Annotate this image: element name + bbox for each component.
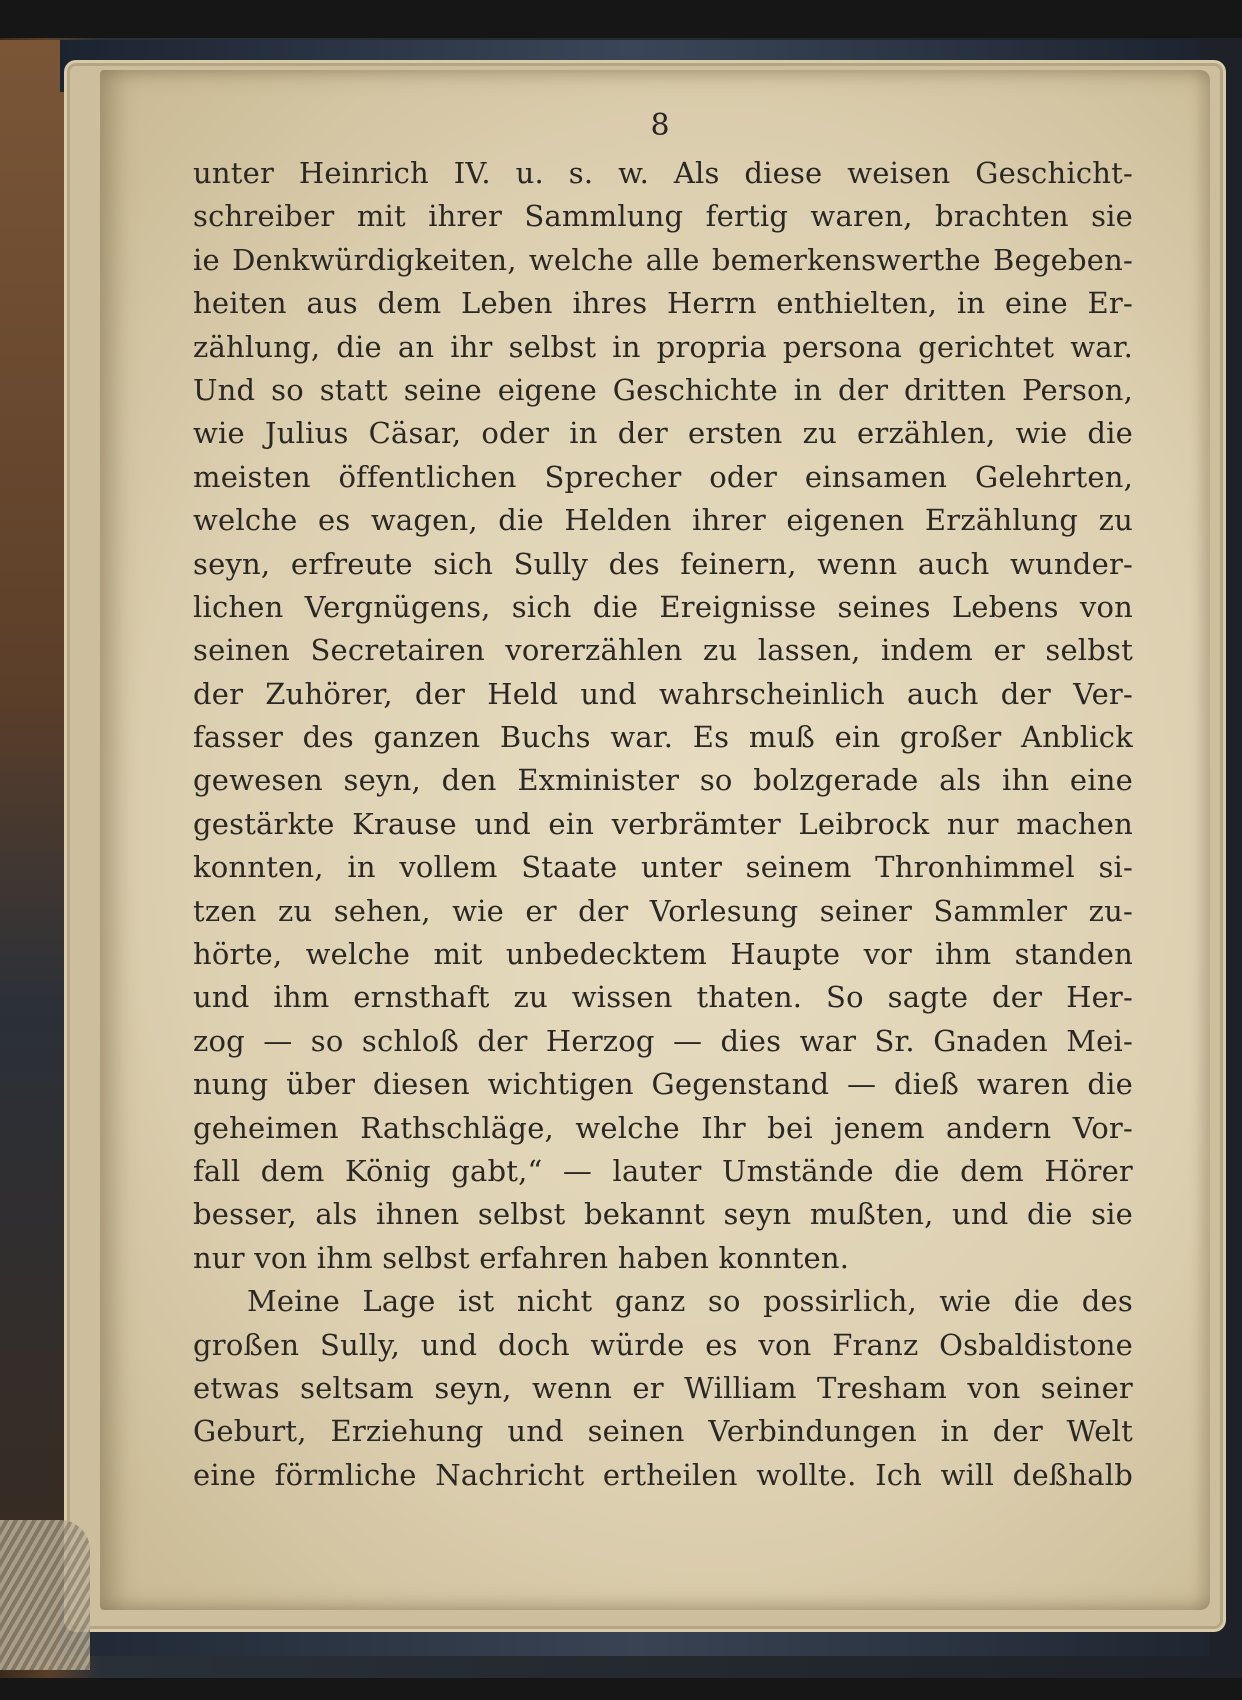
text-line: gewesen seyn, den Exminister so bolzgerade als ihn eine xyxy=(193,763,1133,798)
text-line: konnten, in vollem Staate unter seinem Thronhimmel si- xyxy=(193,850,1133,885)
text-line: wie Julius Cäsar, oder in der ersten zu erzählen, wie die xyxy=(193,416,1133,451)
text-line: gestärkte Krause und ein verbrämter Leibrock nur machen xyxy=(193,806,1133,841)
text-line: welche es wagen, die Helden ihrer eigenen Erzählung zu xyxy=(193,503,1133,538)
text-line: schreiber mit ihrer Sammlung fertig waren, brachten sie xyxy=(193,199,1133,234)
leather-spine xyxy=(0,40,70,1660)
text-line: Meine Lage ist nicht ganz so possirlich, wie die des xyxy=(247,1284,1133,1319)
text-line: fall dem König gabt,“ — lauter Umstände die dem Hörer xyxy=(193,1153,1133,1188)
text-line: heiten aus dem Leben ihres Herrn enthielten, in eine Er- xyxy=(193,286,1133,321)
text-line: seyn, erfreute sich Sully des feinern, wenn auch wunder- xyxy=(193,546,1133,581)
text-line: ie Denkwürdigkeiten, welche alle bemerkenswerthe Begeben- xyxy=(193,242,1133,277)
text-line: meisten öffentlichen Sprecher oder einsamen Gelehrten, xyxy=(193,459,1133,494)
text-line: zog — so schloß der Herzog — dies war Sr. Gnaden Mei- xyxy=(193,1023,1133,1058)
text-line: eine förmliche Nachricht ertheilen wollte. Ich will deßhalb xyxy=(193,1457,1133,1492)
text-line: unter Heinrich IV. u. s. w. Als diese weisen Geschicht- xyxy=(193,156,1133,190)
text-line: seinen Secretairen vorerzählen zu lassen, indem er selbst xyxy=(193,633,1133,668)
text-line: großen Sully, und doch würde es von Franz Osbaldistone xyxy=(193,1327,1133,1362)
text-line: nur von ihm selbst erfahren haben konnten. xyxy=(193,1240,850,1275)
text-line: geheimen Rathschläge, welche Ihr bei jenem andern Vor- xyxy=(193,1110,1133,1145)
page-number: 8 xyxy=(650,108,670,143)
text-line: nung über diesen wichtigen Gegenstand — dieß waren die xyxy=(193,1067,1133,1102)
text-line: der Zuhörer, der Held und wahrscheinlich auch der Ver- xyxy=(193,676,1133,711)
text-line: besser, als ihnen selbst bekannt seyn mußten, und die sie xyxy=(193,1197,1133,1232)
text-line: etwas seltsam seyn, wenn er William Tresham von seiner xyxy=(193,1370,1133,1405)
text-line: zählung, die an ihr selbst in propria persona gerichtet war. xyxy=(193,329,1133,364)
text-line: tzen zu sehen, wie er der Vorlesung seiner Sammler zu- xyxy=(193,893,1133,928)
text-line: und ihm ernsthaft zu wissen thaten. So sagte der Her- xyxy=(193,980,1133,1015)
body-text xyxy=(193,152,1133,1497)
text-line: hörte, welche mit unbedecktem Haupte vor ihm standen xyxy=(193,937,1133,972)
text-line: fasser des ganzen Buchs war. Es muß ein großer Anblick xyxy=(193,720,1133,755)
text-line: Und so statt seine eigene Geschichte in der dritten Person, xyxy=(193,372,1133,407)
bookmark-thread xyxy=(0,1520,90,1670)
text-line: Geburt, Erziehung und seinen Verbindungen in der Welt xyxy=(193,1414,1133,1449)
text-line: lichen Vergnügens, sich die Ereignisse seines Lebens von xyxy=(193,589,1133,624)
